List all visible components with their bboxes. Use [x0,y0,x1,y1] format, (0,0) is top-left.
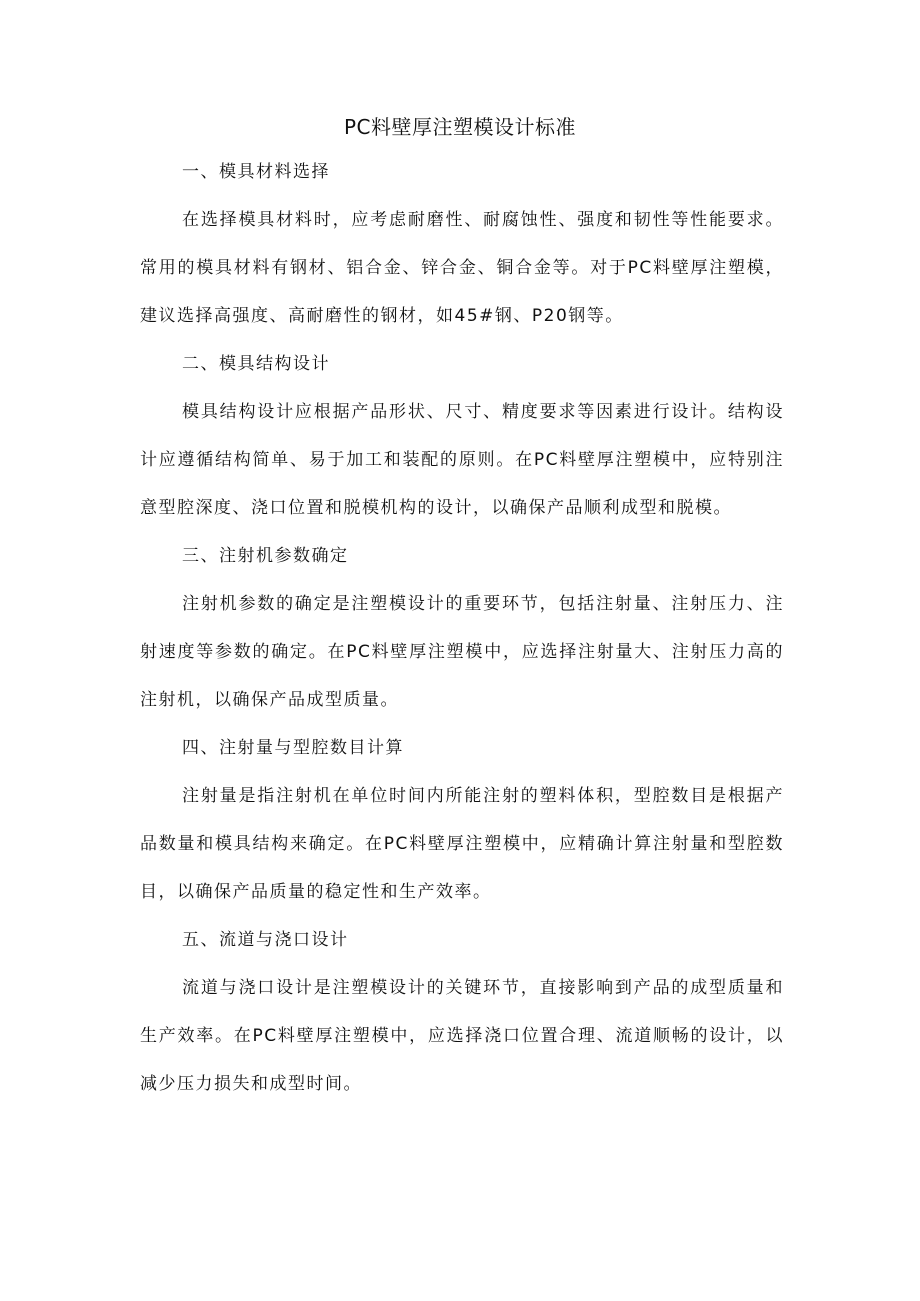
section-heading: 五、流道与浇口设计 [182,930,349,950]
section-heading: 二、模具结构设计 [182,354,330,374]
section-runner-gate [140,916,784,1108]
section-injection-machine [140,532,784,724]
section-paragraph: 注射量是指注射机在单位时间内所能注射的塑料体积，型腔数目是根据产品数量和模具结构来确定。在PC料壁厚注塑模中，应精确计算注射量和型腔数目，以确保产品质量的稳定性和生产效率。 [140,786,784,902]
document-title: PC料壁厚注塑模设计标准 [343,115,577,139]
section-paragraph: 在选择模具材料时，应考虑耐磨性、耐腐蚀性、强度和韧性等性能要求。常用的模具材料有钢材、铝合金、锌合金、铜合金等。对于PC料壁厚注塑模，建议选择高强度、高耐磨性的钢材，如45#钢、P20钢等。 [140,210,784,326]
section-paragraph: 注射机参数的确定是注塑模设计的重要环节，包括注射量、注射压力、注射速度等参数的确定。在PC料壁厚注塑模中，应选择注射量大、注射压力高的注射机，以确保产品成型质量。 [140,594,784,710]
section-paragraph: 模具结构设计应根据产品形状、尺寸、精度要求等因素进行设计。结构设计应遵循结构简单、易于加工和装配的原则。在PC料壁厚注塑模中，应特别注意型腔深度、浇口位置和脱模机构的设计，以确保产品顺利成型和脱模。 [140,402,784,518]
section-heading: 三、注射机参数确定 [182,546,349,566]
section-paragraph: 流道与浇口设计是注塑模设计的关键环节，直接影响到产品的成型质量和生产效率。在PC料壁厚注塑模中，应选择浇口位置合理、流道顺畅的设计，以减少压力损失和成型时间。 [140,978,784,1094]
section-heading: 四、注射量与型腔数目计算 [182,738,404,758]
section-mold-structure [140,340,784,532]
document-body [140,148,784,1108]
section-heading: 一、模具材料选择 [182,162,330,182]
section-injection-volume [140,724,784,916]
section-mold-material [140,148,784,340]
